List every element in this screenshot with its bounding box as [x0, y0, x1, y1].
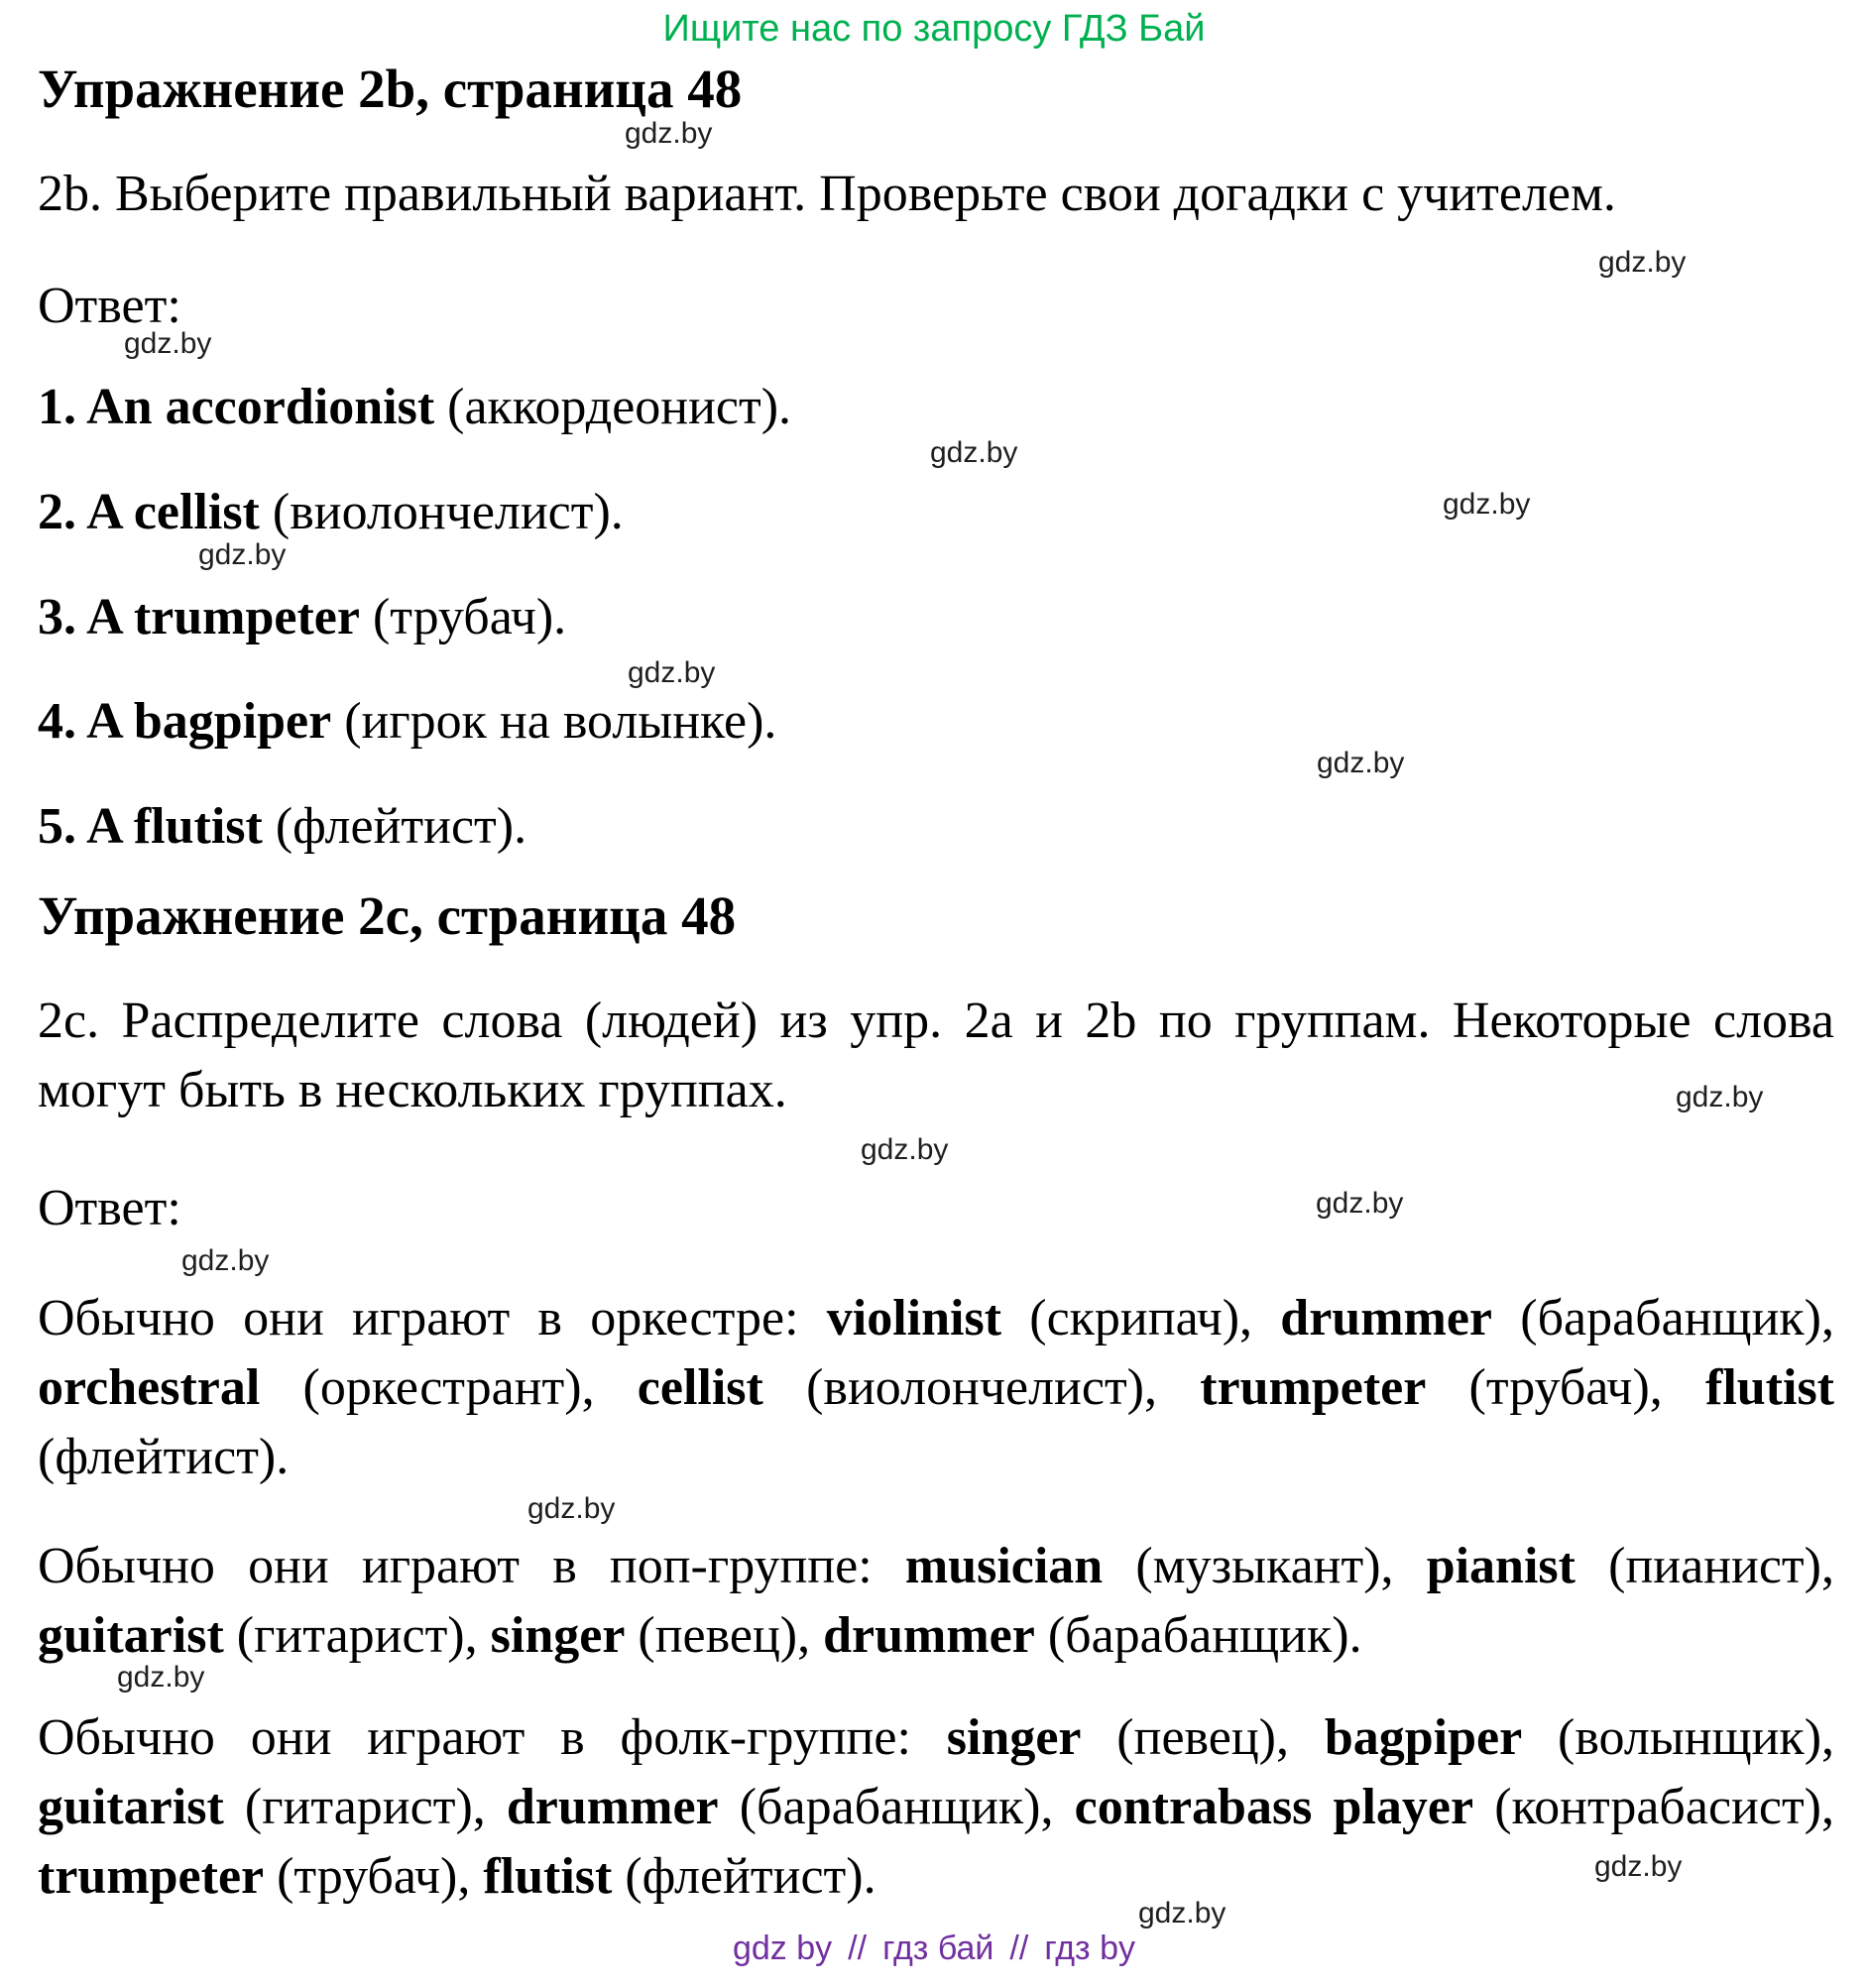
- gdz-watermark: gdz.by: [527, 1492, 616, 1525]
- bold-term: trumpeter: [1200, 1359, 1427, 1416]
- bold-term: musician: [904, 1538, 1104, 1594]
- answer-item-1: [38, 377, 791, 438]
- heading-exercise-2c: Упражнение 2c, страница 48: [38, 885, 737, 946]
- bold-term: cellist: [637, 1359, 763, 1416]
- translation-text: Обычно они играют в оркестре:: [38, 1290, 827, 1346]
- bold-term: orchestral: [38, 1359, 261, 1416]
- translation-text: Обычно они играют в поп-группе:: [38, 1538, 905, 1594]
- footer-separator: //: [1009, 1930, 1029, 1967]
- translation-text: (контрабасист),: [1473, 1779, 1834, 1835]
- bold-term: flutist: [1705, 1359, 1834, 1416]
- translation-text: (певец),: [1081, 1709, 1325, 1766]
- translation-text: (флейтист).: [612, 1848, 876, 1905]
- gdz-watermark: gdz.by: [930, 436, 1018, 469]
- bold-term: singer: [490, 1607, 626, 1664]
- bold-term: contrabass player: [1074, 1779, 1474, 1835]
- answer-paragraph-folk-band: [38, 1703, 1834, 1912]
- item-translation: (аккордеонист).: [434, 379, 792, 435]
- footer-separator: //: [848, 1930, 868, 1967]
- translation-text: (трубач),: [1426, 1359, 1705, 1416]
- bold-term: singer: [946, 1709, 1082, 1766]
- gdz-watermark: gdz.by: [1138, 1897, 1226, 1930]
- bold-term: pianist: [1426, 1538, 1576, 1594]
- translation-text: Обычно они играют в фолк-группе:: [38, 1709, 947, 1766]
- translation-text: (оркестрант),: [260, 1359, 638, 1416]
- item-translation: (трубач).: [359, 589, 567, 645]
- answer-paragraph-orchestra: [38, 1284, 1834, 1492]
- gdz-watermark: gdz.by: [198, 538, 287, 571]
- gdz-watermark: gdz.by: [1676, 1081, 1764, 1113]
- item-term: 1. An accordionist: [38, 379, 435, 435]
- answer-label-2c: Ответ:: [38, 1180, 181, 1236]
- task-text-2c: 2c. Распределите слова (людей) из упр. 2a и 2b по группам. Некоторые слова могут быть в нескольких группах.: [38, 993, 1834, 1118]
- gdz-watermark: gdz.by: [861, 1133, 949, 1166]
- footer-link-gdz-by-2[interactable]: гдз by: [1044, 1930, 1135, 1967]
- gdz-watermark: gdz.by: [625, 117, 713, 150]
- item-translation: (игрок на волынке).: [331, 693, 777, 750]
- bold-term: drummer: [1280, 1290, 1493, 1346]
- bold-term: guitarist: [38, 1779, 224, 1835]
- gdz-watermark: gdz.by: [1598, 246, 1687, 279]
- gdz-watermark: gdz.by: [117, 1661, 205, 1694]
- answer-item-5: [38, 796, 526, 858]
- gdz-watermark: gdz.by: [1316, 1187, 1404, 1220]
- translation-text: (виолончелист),: [762, 1359, 1201, 1416]
- item-term: 3. A trumpeter: [38, 589, 360, 645]
- top-banner: Ищите нас по запросу ГДЗ Бай: [662, 8, 1206, 50]
- item-translation: (флейтист).: [262, 798, 527, 855]
- item-translation: (виолончелист).: [259, 484, 624, 540]
- translation-text: (барабанщик).: [1034, 1607, 1362, 1664]
- task-text-2b: 2b. Выберите правильный вариант. Проверьте свои догадки с учителем.: [38, 166, 1616, 222]
- gdz-watermark: gdz.by: [1443, 488, 1531, 521]
- translation-text: (барабанщик),: [718, 1779, 1075, 1835]
- item-term: 2. A cellist: [38, 484, 260, 540]
- item-term: 4. A bagpiper: [38, 693, 332, 750]
- footer-link-gdz-by[interactable]: gdz by: [732, 1930, 833, 1967]
- bold-term: bagpiper: [1324, 1709, 1523, 1766]
- bold-term: flutist: [483, 1848, 613, 1905]
- gdz-watermark: gdz.by: [1317, 747, 1405, 779]
- item-term: 5. A flutist: [38, 798, 263, 855]
- bold-term: drummer: [823, 1607, 1035, 1664]
- footer-links: [0, 1930, 1868, 1968]
- translation-text: (гитарист),: [223, 1607, 491, 1664]
- translation-text: (трубач),: [264, 1848, 484, 1905]
- gdz-watermark: gdz.by: [181, 1244, 270, 1277]
- answer-item-4: [38, 691, 776, 753]
- translation-text: (барабанщик),: [1492, 1290, 1834, 1346]
- gdz-watermark: gdz.by: [124, 327, 212, 360]
- answer-item-2: [38, 482, 624, 543]
- heading-exercise-2b: Упражнение 2b, страница 48: [38, 58, 743, 119]
- translation-text: (музыкант),: [1103, 1538, 1427, 1594]
- bold-term: trumpeter: [38, 1848, 265, 1905]
- answer-paragraph-pop-band: [38, 1532, 1834, 1671]
- bold-term: drummer: [506, 1779, 719, 1835]
- gdz-watermark: gdz.by: [628, 656, 716, 689]
- translation-text: (пианист),: [1575, 1538, 1834, 1594]
- bold-term: guitarist: [38, 1607, 224, 1664]
- translation-text: (гитарист),: [223, 1779, 507, 1835]
- translation-text: (волынщик),: [1522, 1709, 1835, 1766]
- translation-text: (певец),: [625, 1607, 824, 1664]
- translation-text: (скрипач),: [1001, 1290, 1281, 1346]
- gdz-watermark: gdz.by: [1594, 1850, 1683, 1883]
- answer-item-3: [38, 587, 566, 648]
- bold-term: violinist: [826, 1290, 1002, 1346]
- answer-label-2b: Ответ:: [38, 278, 181, 334]
- translation-text: (флейтист).: [38, 1429, 290, 1485]
- footer-link-gdz-bai[interactable]: гдз бай: [882, 1930, 994, 1967]
